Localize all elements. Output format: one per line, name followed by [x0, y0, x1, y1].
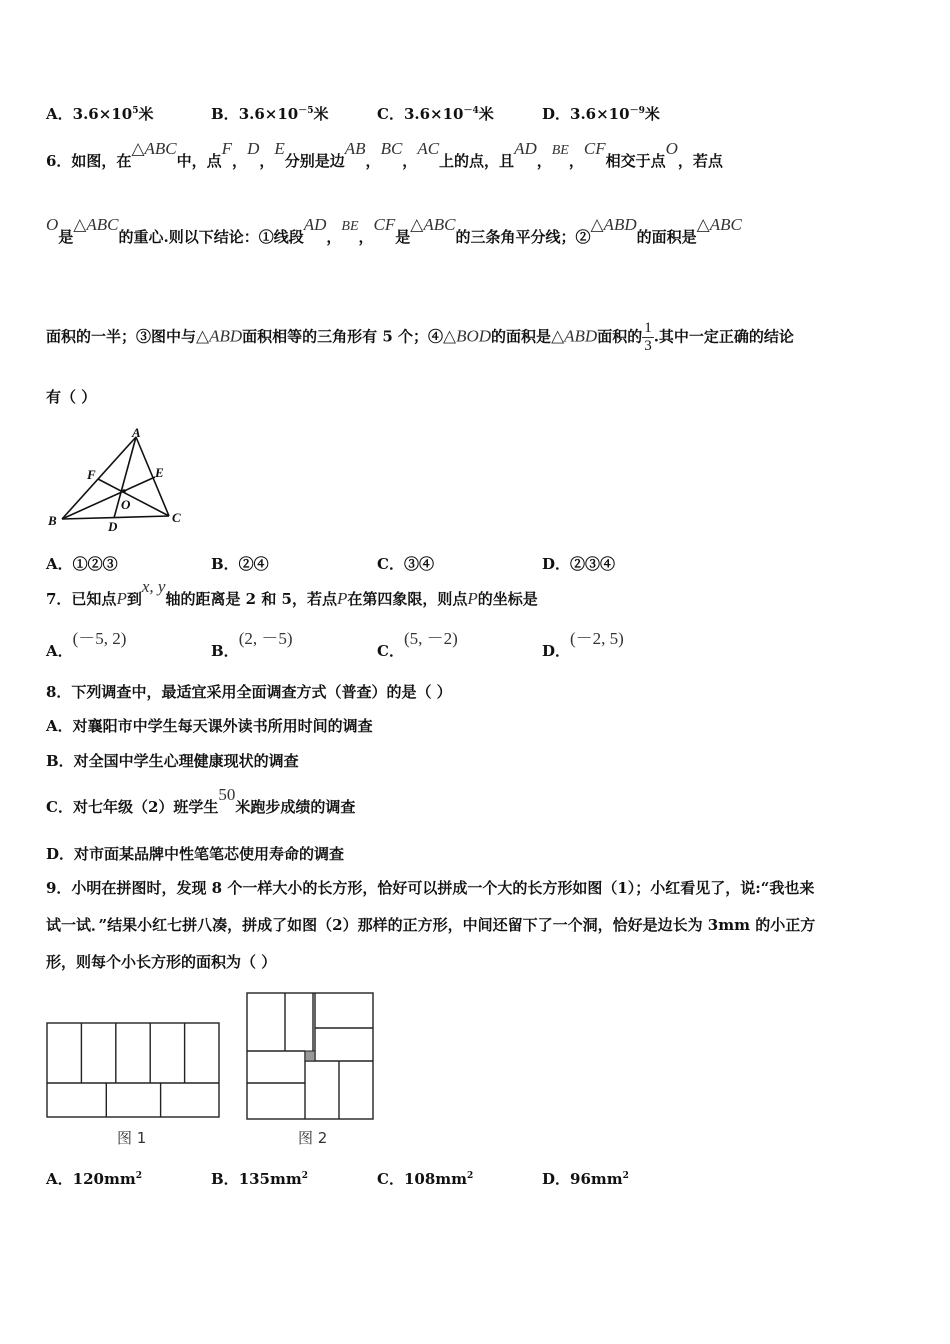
q9-option-a: A．$120mm^2$	[46, 1170, 142, 1188]
fig2-hole-square	[305, 1051, 315, 1061]
q6-line-2: O是△ABC的重心.则以下结论：①线段AD，BE，CF是△ABC的三条角平分线；②△ABD的面积是△ABC	[46, 215, 742, 246]
label-c: C	[172, 510, 181, 525]
figure-2	[246, 992, 378, 1154]
q6-option-b: B．②④	[211, 555, 269, 573]
q9-option-c: C．$108mm^2$	[377, 1170, 474, 1188]
q9-line-1: 9．小明在拼图时，发现 8 个一样大小的长方形，恰好可以拼成一个大的长方形如图（1）；小红看见了，说:“我也来	[46, 879, 815, 897]
q8-option-c: C．对七年级（2）班学生50米跑步成绩的调查	[46, 785, 356, 816]
q6-line-1: 6．如图，在△ABC中，点F，D，E分别是边AB，BC，AC上的点，且AD，BE，CF相交于点O，若点	[46, 139, 723, 170]
q5-option-d: D．$3.6\times 10^{-9}$米	[542, 105, 660, 123]
label-d: D	[108, 519, 118, 534]
label-a: A	[132, 425, 141, 440]
q5-option-a: A．$3.6\times 10^5$米	[46, 105, 154, 123]
label-b: B	[48, 513, 57, 528]
fraction-one-third: $\frac{1}{3}$	[644, 320, 652, 354]
q6-option-a: A．①②③	[46, 555, 118, 573]
triangle-figure	[44, 425, 194, 537]
q8-option-d: D．对市面某品牌中性笔笔芯使用寿命的调查	[46, 845, 345, 863]
fig2-caption: 图 2	[298, 1129, 328, 1147]
q7-option-d: D．(－2, 5)	[542, 629, 624, 660]
q9-option-b: B．$135mm^2$	[211, 1170, 309, 1188]
q7-option-a: A．(－5, 2)	[46, 629, 127, 660]
q6-line-4: 有（ ）	[46, 388, 97, 406]
label-f: F	[87, 467, 96, 482]
point-o	[122, 489, 126, 493]
q8-stem: 8．下列调查中，最适宜采用全面调查方式（普查）的是（ ）	[46, 683, 452, 701]
fig1-caption: 图 1	[117, 1129, 147, 1147]
q7-option-b: B．(2, －5)	[211, 629, 293, 660]
q5-option-c: C．$3.6\times 10^{-4}$米	[377, 105, 494, 123]
q7-stem: 7．已知点P到x, y轴的距离是 2 和 5，若点P在第四象限，则点P的坐标是	[46, 577, 538, 608]
figure-1	[46, 1022, 222, 1154]
fig1-outer-rect	[47, 1023, 219, 1117]
q5-option-b: B．$3.6\times 10^{-5}$米	[211, 105, 329, 123]
q6-option-d: D．②③④	[542, 555, 616, 573]
q6-option-c: C．③④	[377, 555, 434, 573]
q6-line-3: 面积的一半；③图中与△ABD面积相等的三角形有 5 个；④△BOD的面积是△ABD面积的 $\frac{1}{3}$ .其中一定正确的结论	[46, 320, 794, 354]
label-e: E	[155, 465, 164, 480]
q7-option-c: C．(5, －2)	[377, 629, 458, 660]
q9-option-d: D．$96mm^2$	[542, 1170, 629, 1188]
label-o: O	[121, 497, 131, 512]
median-be	[62, 477, 155, 519]
q9-line-3: 形，则每个小长方形的面积为（ ）	[46, 953, 277, 971]
q8-option-a: A．对襄阳市中学生每天课外读书所用时间的调查	[46, 717, 373, 735]
q9-line-2: 试一试．”结果小红七拼八凑，拼成了如图（2）那样的正方形，中间还留下了一个洞，恰好是边长为 3mm 的小正方	[46, 916, 816, 934]
side-ac	[136, 437, 169, 516]
q8-option-b: B．对全国中学生心理健康现状的调查	[46, 752, 299, 770]
